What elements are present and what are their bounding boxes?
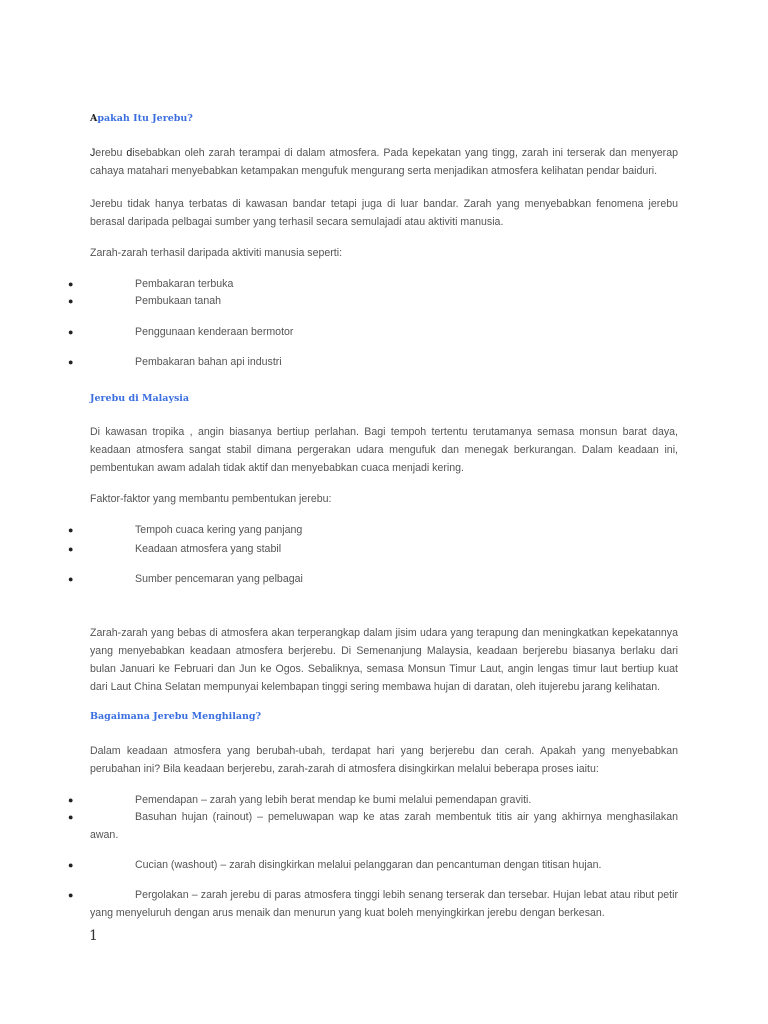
list-item	[68, 540, 678, 558]
heading-rest: pakah Itu Jerebu?	[97, 113, 193, 124]
paragraph-haze-season: Zarah-zarah yang bebas di atmosfera akan terperangkap dalam jisim udara yang terapung dan meningkatkan kepekatannya yang menyebabkan keadaan atmosfera berjerebu. Di Semenanjung Malaysia, keadaan berjerebu biasanya berlaku dari bulan Januari ke Februari dan Jun ke Ogos. Sebaliknya, semasa Monsun Timur Laut, angin lengas timur laut bertiup kuat dari Laut China Selatan mempunyai kelembapan tinggi sering membawa hujan di daratan, oleh itujerebu jarang kelihatan.	[90, 627, 678, 693]
bullet-icon: ●	[68, 279, 74, 289]
list-item-text: Pemendapan – zarah yang lebih berat mendap ke bumi melalui pemendapan graviti.	[135, 794, 532, 806]
bullet-icon: ●	[68, 574, 74, 584]
page-number: 1	[89, 928, 98, 944]
list-item	[68, 275, 678, 293]
list-item	[68, 323, 678, 341]
paragraph-sources: Jerebu tidak hanya terbatas di kawasan bandar tetapi juga di luar bandar. Zarah yang menyebabkan fenomena jerebu berasal daripada pelbagai sumber yang terhasil secara semulajadi atau aktiviti manusia.	[90, 198, 678, 228]
lead-letter: d	[126, 147, 133, 159]
list-item-text: Tempoh cuaca kering yang panjang	[135, 524, 303, 536]
paragraph-removal-intro: Dalam keadaan atmosfera yang berubah-ubah, terdapat hari yang berjerebu dan cerah. Apakah yang menyebabkan perubahan ini? Bila keadaan berjerebu, zarah-zarah di atmosfera disingkirkan melalui beberapa proses iaitu:	[90, 745, 678, 775]
list-item-text: Pergolakan – zarah jerebu di paras atmosfera tinggi lebih senang terserak dan tersebar. Hujan lebat atau ribut petir yang menyeluruh dengan arus menaik dan menurun yang kuat boleh menyingkirkan jerebu dengan berkesan.	[90, 889, 678, 919]
paragraph-definition	[90, 144, 678, 180]
list-item-text: Sumber pencemaran yang pelbagai	[135, 573, 303, 585]
list-item	[68, 886, 678, 922]
bullet-icon: ●	[68, 525, 74, 535]
list-item	[68, 292, 678, 310]
list-item	[68, 791, 678, 809]
list-item-text: Keadaan atmosfera yang stabil	[135, 543, 282, 555]
bullet-icon: ●	[68, 296, 74, 306]
bullet-icon: ●	[68, 795, 74, 805]
list-item-text: Pembukaan tanah	[135, 295, 221, 307]
list-item	[68, 353, 678, 371]
lead-letter: J	[90, 147, 96, 159]
bullet-icon: ●	[68, 812, 74, 822]
bullet-icon: ●	[68, 357, 74, 367]
paragraph-human-activity-intro: Zarah-zarah terhasil daripada aktiviti manusia seperti:	[90, 247, 343, 259]
list-item-text: Basuhan hujan (rainout) – pemeluwapan wap ke atas zarah membentuk titis air yang akhirnya menghasilakan awan.	[90, 811, 678, 841]
list-item-text: Penggunaan kenderaan bermotor	[135, 326, 294, 338]
bullet-icon: ●	[68, 327, 74, 337]
list-item	[68, 570, 678, 588]
list-item	[68, 521, 678, 539]
paragraph-tropics: Di kawasan tropika , angin biasanya bertiup perlahan. Bagi tempoh tertentu terutamanya semasa monsun barat daya, keadaan atmosfera sangat stabil dimana pergerakan udara mengufuk dan menegak berkurangan. Dalam keadaan ini, pembentukan awam adalah tidak aktif dan menyebabkan cuaca menjadi kering.	[90, 426, 678, 474]
list-item	[68, 808, 678, 844]
bullet-icon: ●	[68, 544, 74, 554]
heading-jerebu-di-malaysia: Jerebu di Malaysia	[90, 393, 190, 404]
list-item-text: Pembakaran bahan api industri	[135, 356, 282, 368]
bullet-icon: ●	[68, 860, 74, 870]
list-item	[68, 856, 678, 874]
list-item-text: Pembakaran terbuka	[135, 278, 234, 290]
paragraph-text: isebabkan oleh zarah terampai di dalam atmosfera. Pada kepekatan yang tingg, zarah ini terserak dan menyerap cahaya matahari menyebabkan ketampakan mengufuk mengurang serta menjadikan atmosfera kelihatan pendar baiduri.	[90, 147, 678, 177]
heading-bagaimana-jerebu-menghilang: Bagaimana Jerebu Menghilang?	[90, 711, 262, 722]
list-item-text: Cucian (washout) – zarah disingkirkan melalui pelanggaran dan pencantuman dengan titisan hujan.	[135, 859, 602, 871]
paragraph-factors-intro: Faktor-faktor yang membantu pembentukan jerebu:	[90, 493, 332, 505]
heading-apakah-itu-jerebu	[90, 113, 193, 124]
bullet-icon: ●	[68, 890, 74, 900]
heading-initial: A	[90, 113, 98, 124]
paragraph-text: erebu	[95, 147, 127, 159]
